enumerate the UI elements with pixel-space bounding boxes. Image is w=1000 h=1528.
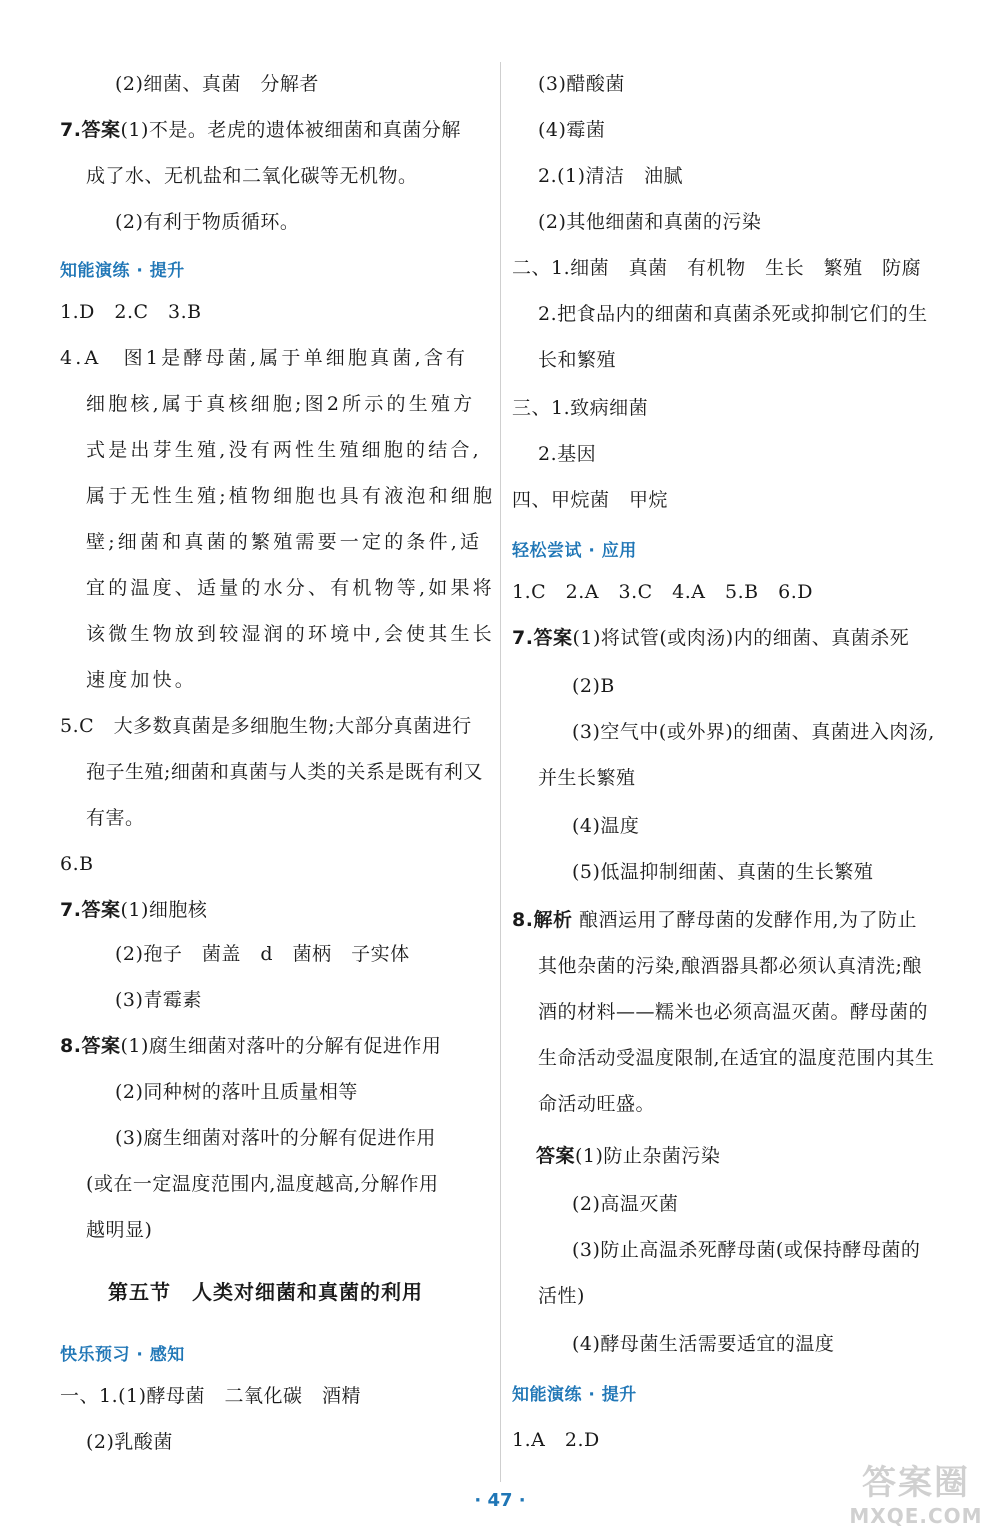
text-line: 1.C 2.A 3.C 4.A 5.B 6.D [512,581,813,603]
section-heading: 知能演练 · 提升 [60,261,185,281]
text-line: 酒的材料——糯米也必须高温灭菌。酵母菌的 [538,1001,929,1023]
text-line: 2.(1)清洁 油腻 [538,165,684,187]
text-line: 其他杂菌的污染,酿酒器具都必须认真清洗;酿 [538,955,922,977]
text-line: (2)孢子 菌盖 d 菌柄 子实体 [115,943,410,965]
text-line: 1.A 2.D [512,1429,600,1451]
text-line: (2)B [572,675,615,697]
text-line: 长和繁殖 [538,349,617,371]
text-line: (2)其他细菌和真菌的污染 [538,211,762,233]
text-line: (3)青霉素 [115,989,202,1011]
text-line: 成了水、无机盐和二氧化碳等无机物。 [86,165,418,187]
text-line: (3)腐生细菌对落叶的分解有促进作用 [115,1127,436,1149]
text-line: (2)乳酸菌 [86,1431,173,1453]
section-title: 第五节 人类对细菌和真菌的利用 [108,1280,423,1304]
watermark-url: MXQE.COM [849,1504,983,1528]
text-line: (3)防止高温杀死酵母菌(或保持酵母菌的 [572,1239,921,1261]
text-line: 7.答案(1)不是。老虎的遗体被细菌和真菌分解 [60,119,461,141]
text-line: 8.解析 酿酒运用了酵母菌的发酵作用,为了防止 [512,909,918,931]
section-heading: 知能演练 · 提升 [512,1385,637,1405]
text-line: 二、1.细菌 真菌 有机物 生长 繁殖 防腐 [512,257,922,279]
text-line: 宜的温度、适量的水分、有机物等,如果将 [86,577,495,599]
text-line: 2.基因 [538,443,597,465]
text-line: (4)酵母菌生活需要适宜的温度 [572,1333,835,1355]
text-line: 2.把食品内的细菌和真菌杀死或抑制它们的生 [538,303,928,325]
text-line: (4)温度 [572,815,640,837]
text-line: 答案(1)防止杂菌污染 [536,1145,721,1167]
text-line: (2)同种树的落叶且质量相等 [115,1081,358,1103]
text-line: (3)醋酸菌 [538,73,625,95]
text-line: (2)细菌、真菌 分解者 [115,73,319,95]
text-line: 一、1.(1)酵母菌 二氧化碳 酒精 [60,1385,362,1407]
text-line: 壁;细菌和真菌的繁殖需要一定的条件,适 [86,531,483,553]
text-line: 并生长繁殖 [538,767,636,789]
page-number: · 47 · [474,1490,526,1511]
text-line: (2)高温灭菌 [572,1193,679,1215]
text-line: 有害。 [86,807,145,829]
text-line: 8.答案(1)腐生细菌对落叶的分解有促进作用 [60,1035,442,1057]
text-line: 7.答案(1)细胞核 [60,899,208,921]
text-line: 式是出芽生殖,没有两性生殖细胞的结合, [86,439,482,461]
column-divider [500,62,501,1482]
text-line: 属于无性生殖;植物细胞也具有液泡和细胞 [86,485,496,507]
watermark-logo [836,1455,996,1528]
text-line: 活性) [538,1285,585,1307]
text-line: 三、1.致病细菌 [512,397,649,419]
text-line: 1.D 2.C 3.B [60,301,202,323]
text-line: 生命活动受温度限制,在适宜的温度范围内其生 [538,1047,935,1069]
text-line: 7.答案(1)将试管(或肉汤)内的细菌、真菌杀死 [512,627,910,649]
section-heading: 快乐预习 · 感知 [60,1345,185,1365]
text-line: (或在一定温度范围内,温度越高,分解作用 [86,1173,439,1195]
text-line: (2)有利于物质循环。 [115,211,300,233]
section-heading: 轻松尝试 · 应用 [512,541,637,561]
text-line: 命活动旺盛。 [538,1093,656,1115]
text-line: 四、甲烷菌 甲烷 [512,489,669,511]
text-line: (4)霉菌 [538,119,606,141]
text-line: 孢子生殖;细菌和真菌与人类的关系是既有利又 [86,761,483,783]
text-line: 细胞核,属于真核细胞;图2所示的生殖方 [86,393,476,415]
text-line: 6.B [60,853,94,875]
text-line: 该微生物放到较湿润的环境中,会使其生长 [86,623,495,645]
text-line: (3)空气中(或外界)的细菌、真菌进入肉汤, [572,721,935,743]
text-line: 速度加快。 [86,669,198,691]
text-line: 4.A 图1是酵母菌,属于单细胞真菌,含有 [60,347,469,369]
watermark-text: 答案圈 [862,1463,970,1503]
text-line: (5)低温抑制细菌、真菌的生长繁殖 [572,861,874,883]
text-line: 5.C 大多数真菌是多细胞生物;大部分真菌进行 [60,715,472,737]
text-line: 越明显) [86,1219,153,1241]
